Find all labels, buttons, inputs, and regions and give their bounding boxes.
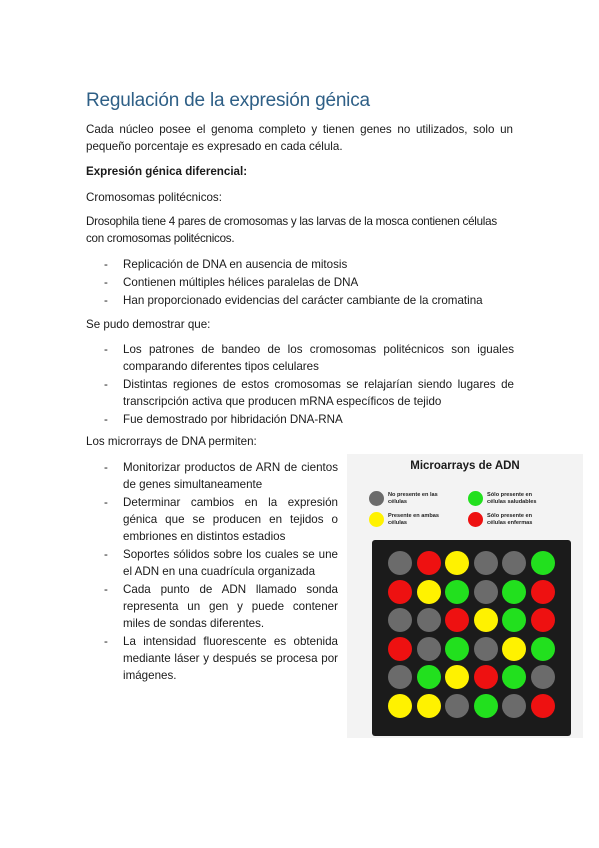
microarray-spot bbox=[531, 551, 555, 575]
list-microarrays bbox=[104, 459, 338, 685]
microarray-spot bbox=[445, 694, 469, 718]
microarray-spot bbox=[531, 580, 555, 604]
list-item bbox=[104, 376, 514, 410]
intro-paragraph: Cada núcleo posee el genoma completo y tienen genes no utilizados, solo un pequeño porcentaje es expresado en cada célula. bbox=[86, 123, 513, 153]
list-item-text: - La intensidad fluorescente es obtenida mediante láser y después se procesa por imágenes. bbox=[123, 635, 338, 682]
list-item bbox=[104, 581, 338, 632]
microarray-spot bbox=[445, 551, 469, 575]
microarray-grid bbox=[372, 540, 571, 736]
legend-label: Presente en ambas células bbox=[388, 513, 439, 526]
list-item-text: - Monitorizar productos de ARN de cientos de genes simultaneamente bbox=[123, 461, 338, 491]
microarray-spot bbox=[388, 608, 412, 632]
list-item-text: - Han proporcionado evidencias del carácter cambiante de la cromatina bbox=[123, 294, 483, 307]
microarray-spot bbox=[388, 580, 412, 604]
microarray-spot bbox=[474, 580, 498, 604]
microarray-spot bbox=[531, 608, 555, 632]
microarray-spot bbox=[388, 637, 412, 661]
list-item bbox=[104, 494, 338, 545]
demo-intro: Se pudo demostrar que: bbox=[86, 318, 211, 331]
microarray-spot bbox=[502, 694, 526, 718]
legend-swatch-green bbox=[468, 491, 483, 506]
list-polytene-features bbox=[104, 256, 514, 310]
legend-item-healthy bbox=[468, 491, 539, 506]
list-item-text: - Los patrones de bandeo de los cromosomas politécnicos son iguales comparando diferentes tipos celulares bbox=[123, 343, 514, 373]
subheading: Cromosomas politécnicos: bbox=[86, 191, 222, 204]
list-item bbox=[104, 546, 338, 580]
microarray-spot bbox=[417, 637, 441, 661]
microarray-spot bbox=[474, 637, 498, 661]
microarray-spot bbox=[445, 637, 469, 661]
microarray-spot bbox=[531, 694, 555, 718]
legend-item-both bbox=[369, 512, 440, 527]
list-item-text: - Soportes sólidos sobre los cuales se une el ADN en una cuadrícula organizada bbox=[123, 548, 338, 578]
figure-title: Microarrays de ADN bbox=[410, 460, 520, 472]
microarray-spot bbox=[388, 665, 412, 689]
microarray-spot bbox=[388, 694, 412, 718]
microarray-spot bbox=[474, 551, 498, 575]
list-item bbox=[104, 292, 514, 309]
microarray-spot bbox=[417, 694, 441, 718]
microarray-spot bbox=[445, 608, 469, 632]
list-item-text: - Cada punto de ADN llamado sonda representa un gen y puede contener miles de sondas diferentes. bbox=[123, 583, 338, 630]
microarray-spot bbox=[502, 637, 526, 661]
legend-item-diseased bbox=[468, 512, 539, 527]
legend-label: Sólo presente en células saludables bbox=[487, 492, 537, 505]
list-item-text: - Fue demostrado por hibridación DNA-RNA bbox=[123, 413, 343, 426]
list-item bbox=[104, 341, 514, 375]
microarray-figure bbox=[347, 454, 583, 738]
legend-item-absent bbox=[369, 491, 440, 506]
microarray-spot bbox=[531, 665, 555, 689]
microarray-spot bbox=[502, 551, 526, 575]
microarray-spot bbox=[445, 580, 469, 604]
list-item-text: - Contienen múltiples hélices paralelas de DNA bbox=[123, 276, 359, 289]
list-item-text: - Distintas regiones de estos cromosomas se relajarían siendo lugares de transcripción activa que producen mRNA específicos de tejido bbox=[123, 378, 514, 408]
microarray-spot bbox=[388, 551, 412, 575]
microarray-spot bbox=[502, 608, 526, 632]
list-item bbox=[104, 274, 514, 291]
section-heading: Expresión génica diferencial: bbox=[86, 165, 248, 178]
list-item-text: - Determinar cambios en la expresión génica que se producen en tejidos o embriones en distintos estadios bbox=[123, 496, 338, 543]
list-item bbox=[104, 633, 338, 684]
drosophila-paragraph: Drosophila tiene 4 pares de cromosomas y las larvas de la mosca contienen células con cromosomas politécnicos. bbox=[86, 215, 497, 245]
microarray-spot bbox=[474, 694, 498, 718]
microarrays-intro: Los microrrays de DNA permiten: bbox=[86, 435, 257, 448]
list-item-text: - Replicación de DNA en ausencia de mitosis bbox=[123, 258, 348, 271]
legend-swatch-gray bbox=[369, 491, 384, 506]
microarray-spot bbox=[417, 551, 441, 575]
legend-swatch-red bbox=[468, 512, 483, 527]
microarray-spot bbox=[417, 608, 441, 632]
page-title: Regulación de la expresión génica bbox=[86, 90, 370, 111]
list-item bbox=[104, 256, 514, 273]
microarray-spot bbox=[474, 665, 498, 689]
list-item bbox=[104, 459, 338, 493]
list-item bbox=[104, 411, 514, 428]
microarray-spot bbox=[474, 608, 498, 632]
microarray-spot bbox=[417, 580, 441, 604]
legend-swatch-yellow bbox=[369, 512, 384, 527]
microarray-spot bbox=[445, 665, 469, 689]
legend-label: Sólo presente en células enfermas bbox=[487, 513, 533, 526]
legend-label: No presente en las células bbox=[388, 492, 438, 505]
list-demonstrations bbox=[104, 341, 514, 429]
microarray-spot bbox=[531, 637, 555, 661]
microarray-spot bbox=[502, 665, 526, 689]
microarray-spot bbox=[417, 665, 441, 689]
microarray-spot bbox=[502, 580, 526, 604]
